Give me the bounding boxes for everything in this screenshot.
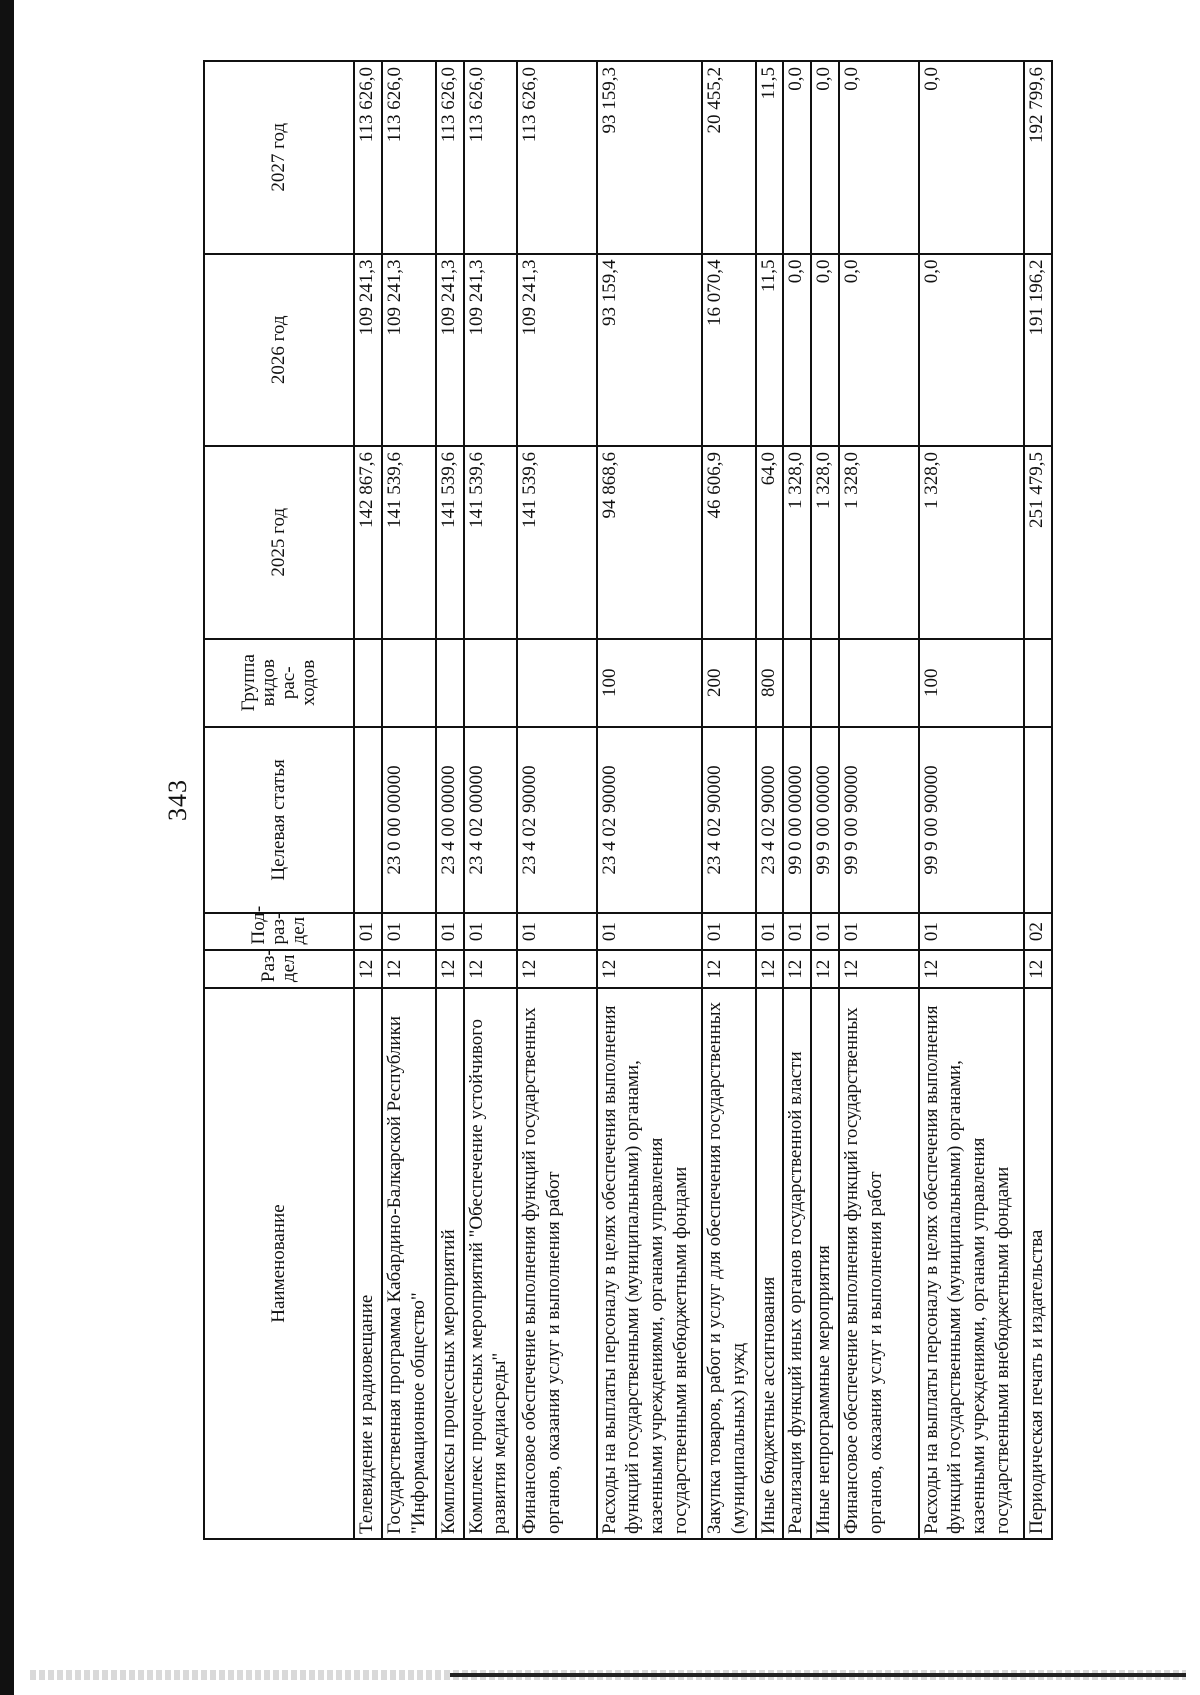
table-row xyxy=(354,61,382,1539)
cell-2026: 0,0 xyxy=(783,254,811,446)
cell-razdel: 12 xyxy=(839,950,918,988)
cell-razdel: 12 xyxy=(919,950,1024,988)
cell-gruppa xyxy=(354,639,382,728)
header-name: Наименование xyxy=(204,988,354,1539)
cell-name: Финансовое обеспечение выполнения функций государственных органов, оказания услуг и выполнения работ xyxy=(517,988,596,1539)
cell-2025: 141 539,6 xyxy=(382,446,436,638)
cell-gruppa xyxy=(517,639,596,728)
cell-podrazdel: 01 xyxy=(464,913,518,951)
cell-podrazdel: 01 xyxy=(919,913,1024,951)
cell-2025: 141 539,6 xyxy=(436,446,464,638)
cell-2026: 0,0 xyxy=(919,254,1024,446)
cell-2025: 1 328,0 xyxy=(839,446,918,638)
cell-razdel: 12 xyxy=(382,950,436,988)
cell-name: Иные непрограммные мероприятия xyxy=(811,988,839,1539)
cell-podrazdel: 01 xyxy=(839,913,918,951)
cell-2027: 113 626,0 xyxy=(464,61,518,254)
cell-2026: 109 241,3 xyxy=(464,254,518,446)
cell-2026: 0,0 xyxy=(811,254,839,446)
cell-tselevaya: 23 4 02 00000 xyxy=(464,727,518,913)
cell-podrazdel: 01 xyxy=(811,913,839,951)
cell-gruppa: 100 xyxy=(919,639,1024,728)
cell-razdel: 12 xyxy=(517,950,596,988)
cell-name: Реализация функций иных органов государственной власти xyxy=(783,988,811,1539)
cell-podrazdel: 01 xyxy=(436,913,464,951)
cell-2027: 192 799,6 xyxy=(1024,61,1052,254)
page-number: 343 xyxy=(163,779,192,821)
cell-2027: 0,0 xyxy=(811,61,839,254)
cell-2027: 11,5 xyxy=(756,61,784,254)
cell-razdel: 12 xyxy=(1024,950,1052,988)
header-tselevaya-statya: Целевая статья xyxy=(204,727,354,913)
header-year-2027: 2027 год xyxy=(204,61,354,254)
scan-bottom-edge xyxy=(30,1670,1186,1680)
table-row xyxy=(839,61,918,1539)
cell-name: Иные бюджетные ассигнования xyxy=(756,988,784,1539)
cell-podrazdel: 01 xyxy=(382,913,436,951)
cell-2027: 20 455,2 xyxy=(702,61,756,254)
cell-2025: 142 867,6 xyxy=(354,446,382,638)
cell-2026: 0,0 xyxy=(839,254,918,446)
cell-podrazdel: 01 xyxy=(354,913,382,951)
cell-podrazdel: 01 xyxy=(756,913,784,951)
cell-tselevaya: 23 4 02 90000 xyxy=(702,727,756,913)
cell-razdel: 12 xyxy=(354,950,382,988)
cell-tselevaya: 99 9 00 90000 xyxy=(919,727,1024,913)
cell-name: Телевидение и радиовещание xyxy=(354,988,382,1539)
cell-2027: 113 626,0 xyxy=(517,61,596,254)
cell-2027: 0,0 xyxy=(783,61,811,254)
cell-gruppa: 800 xyxy=(756,639,784,728)
table-row xyxy=(464,61,518,1539)
header-gruppa-vidov-rashodov: Группа видов рас-ходов xyxy=(204,639,354,728)
cell-razdel: 12 xyxy=(436,950,464,988)
table-row xyxy=(783,61,811,1539)
cell-2025: 94 868,6 xyxy=(597,446,702,638)
cell-2027: 113 626,0 xyxy=(436,61,464,254)
cell-gruppa xyxy=(436,639,464,728)
header-razdel: Раз-дел xyxy=(204,950,354,988)
cell-tselevaya: 99 9 00 00000 xyxy=(811,727,839,913)
cell-gruppa xyxy=(464,639,518,728)
cell-razdel: 12 xyxy=(702,950,756,988)
cell-2025: 46 606,9 xyxy=(702,446,756,638)
cell-2026: 93 159,4 xyxy=(597,254,702,446)
cell-name: Расходы на выплаты персоналу в целях обеспечения выполнения функций государственными (муниципальными) органами, казенными учреждениями, органами управления государственными внебюджетными фондами xyxy=(597,988,702,1539)
table-header-row xyxy=(204,61,354,1539)
cell-gruppa: 100 xyxy=(597,639,702,728)
cell-name: Периодическая печать и издательства xyxy=(1024,988,1052,1539)
scan-left-edge xyxy=(0,0,14,1695)
table-row xyxy=(1024,61,1052,1539)
cell-2026: 109 241,3 xyxy=(354,254,382,446)
table-row xyxy=(811,61,839,1539)
cell-2026: 109 241,3 xyxy=(436,254,464,446)
cell-gruppa: 200 xyxy=(702,639,756,728)
cell-tselevaya: 23 4 02 90000 xyxy=(517,727,596,913)
cell-2025: 64,0 xyxy=(756,446,784,638)
cell-podrazdel: 01 xyxy=(597,913,702,951)
table-row xyxy=(919,61,1024,1539)
cell-razdel: 12 xyxy=(464,950,518,988)
cell-tselevaya: 23 0 00 00000 xyxy=(382,727,436,913)
cell-gruppa xyxy=(839,639,918,728)
cell-podrazdel: 01 xyxy=(702,913,756,951)
cell-2025: 1 328,0 xyxy=(783,446,811,638)
cell-razdel: 12 xyxy=(756,950,784,988)
cell-tselevaya: 23 4 02 90000 xyxy=(756,727,784,913)
cell-2026: 191 196,2 xyxy=(1024,254,1052,446)
table-row xyxy=(756,61,784,1539)
cell-2026: 16 070,4 xyxy=(702,254,756,446)
cell-2025: 141 539,6 xyxy=(517,446,596,638)
rotated-page xyxy=(145,60,1060,1540)
cell-gruppa xyxy=(382,639,436,728)
table-row xyxy=(702,61,756,1539)
header-year-2026: 2026 год xyxy=(204,254,354,446)
cell-2027: 93 159,3 xyxy=(597,61,702,254)
cell-tselevaya: 99 9 00 90000 xyxy=(839,727,918,913)
table-row xyxy=(436,61,464,1539)
cell-2026: 109 241,3 xyxy=(382,254,436,446)
cell-razdel: 12 xyxy=(783,950,811,988)
cell-name: Финансовое обеспечение выполнения функций государственных органов, оказания услуг и выполнения работ xyxy=(839,988,918,1539)
cell-2027: 113 626,0 xyxy=(354,61,382,254)
cell-name: Закупка товаров, работ и услуг для обеспечения государственных (муниципальных) нужд xyxy=(702,988,756,1539)
cell-tselevaya: 99 0 00 00000 xyxy=(783,727,811,913)
cell-2025: 1 328,0 xyxy=(919,446,1024,638)
cell-2025: 251 479,5 xyxy=(1024,446,1052,638)
cell-gruppa xyxy=(1024,639,1052,728)
cell-tselevaya: 23 4 02 90000 xyxy=(597,727,702,913)
cell-2025: 141 539,6 xyxy=(464,446,518,638)
cell-tselevaya xyxy=(1024,727,1052,913)
table-row xyxy=(597,61,702,1539)
cell-razdel: 12 xyxy=(597,950,702,988)
cell-2027: 0,0 xyxy=(839,61,918,254)
cell-name: Расходы на выплаты персоналу в целях обеспечения выполнения функций государственными (муниципальными) органами, казенными учреждениями, органами управления государственными внебюджетными фондами xyxy=(919,988,1024,1539)
cell-tselevaya: 23 4 00 00000 xyxy=(436,727,464,913)
cell-name: Комплексы процессных мероприятий xyxy=(436,988,464,1539)
cell-2025: 1 328,0 xyxy=(811,446,839,638)
header-podrazdel: Под-раз-дел xyxy=(204,913,354,951)
cell-gruppa xyxy=(811,639,839,728)
table-row xyxy=(382,61,436,1539)
cell-tselevaya xyxy=(354,727,382,913)
cell-2026: 11,5 xyxy=(756,254,784,446)
cell-podrazdel: 01 xyxy=(783,913,811,951)
cell-2027: 113 626,0 xyxy=(382,61,436,254)
header-year-2025: 2025 год xyxy=(204,446,354,638)
budget-table xyxy=(203,60,1053,1540)
cell-name: Комплекс процессных мероприятий "Обеспечение устойчивого развития медиасреды" xyxy=(464,988,518,1539)
cell-razdel: 12 xyxy=(811,950,839,988)
cell-podrazdel: 02 xyxy=(1024,913,1052,951)
cell-2026: 109 241,3 xyxy=(517,254,596,446)
cell-name: Государственная программа Кабардино-Балкарской Республики "Информационное общество" xyxy=(382,988,436,1539)
cell-gruppa xyxy=(783,639,811,728)
table-row xyxy=(517,61,596,1539)
cell-2027: 0,0 xyxy=(919,61,1024,254)
cell-podrazdel: 01 xyxy=(517,913,596,951)
